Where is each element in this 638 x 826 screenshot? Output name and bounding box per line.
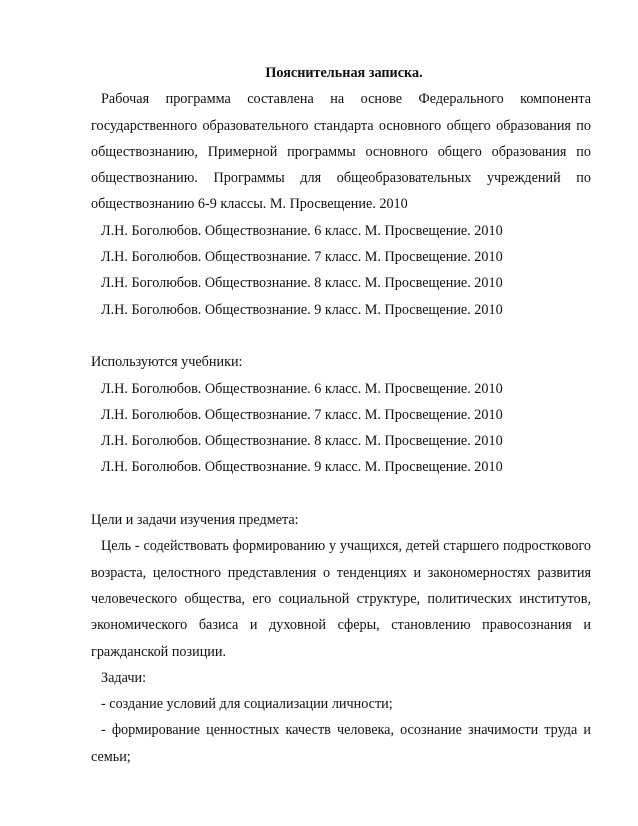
program-ref-item: Л.Н. Боголюбов. Обществознание. 6 класс. М. Просвещение. 2010 [101,222,503,239]
document-page [91,60,591,770]
task-item: - формирование ценностных качеств человека, осознание значимости труда и семьи; [91,722,591,765]
spacer [91,481,591,507]
textbook-item: Л.Н. Боголюбов. Обществознание. 7 класс. М. Просвещение. 2010 [101,406,503,423]
document-title: Пояснительная записка. [265,65,423,81]
tasks-heading: Задачи: [101,669,147,686]
program-ref-item: Л.Н. Боголюбов. Обществознание. 8 класс. М. Просвещение. 2010 [101,275,503,292]
textbooks-heading: Используются учебники: [91,354,243,371]
textbook-item: Л.Н. Боголюбов. Обществознание. 6 класс. М. Просвещение. 2010 [101,380,503,397]
goals-heading: Цели и задачи изучения предмета: [91,512,299,529]
textbook-item: Л.Н. Боголюбов. Обществознание. 8 класс. М. Просвещение. 2010 [101,433,503,450]
program-ref-item: Л.Н. Боголюбов. Обществознание. 9 класс. М. Просвещение. 2010 [101,301,503,318]
program-ref-item: Л.Н. Боголюбов. Обществознание. 7 класс. М. Просвещение. 2010 [101,249,503,266]
intro-paragraph: Рабочая программа составлена на основе Федерального компонента государственного образовательного стандарта основного общего образования по обществознанию, Примерной программы основного общего образования по обществознанию. Программы для общеобразовательных учреждений по обществознанию 6-9 классы. М. Просвещение. 2010 [91,91,591,213]
goal-paragraph: Цель - содействовать формированию у учащихся, детей старшего подросткового возраста, целостного представления о тенденциях и закономерностях развития человеческого общества, его социальной структуре, политических институтов, экономического базиса и духовной сферы, становлению правосознания и гражданской позиции. [91,538,591,660]
spacer [91,323,591,349]
task-item: - создание условий для социализации личности; [101,696,393,713]
textbook-item: Л.Н. Боголюбов. Обществознание. 9 класс. М. Просвещение. 2010 [101,459,503,476]
